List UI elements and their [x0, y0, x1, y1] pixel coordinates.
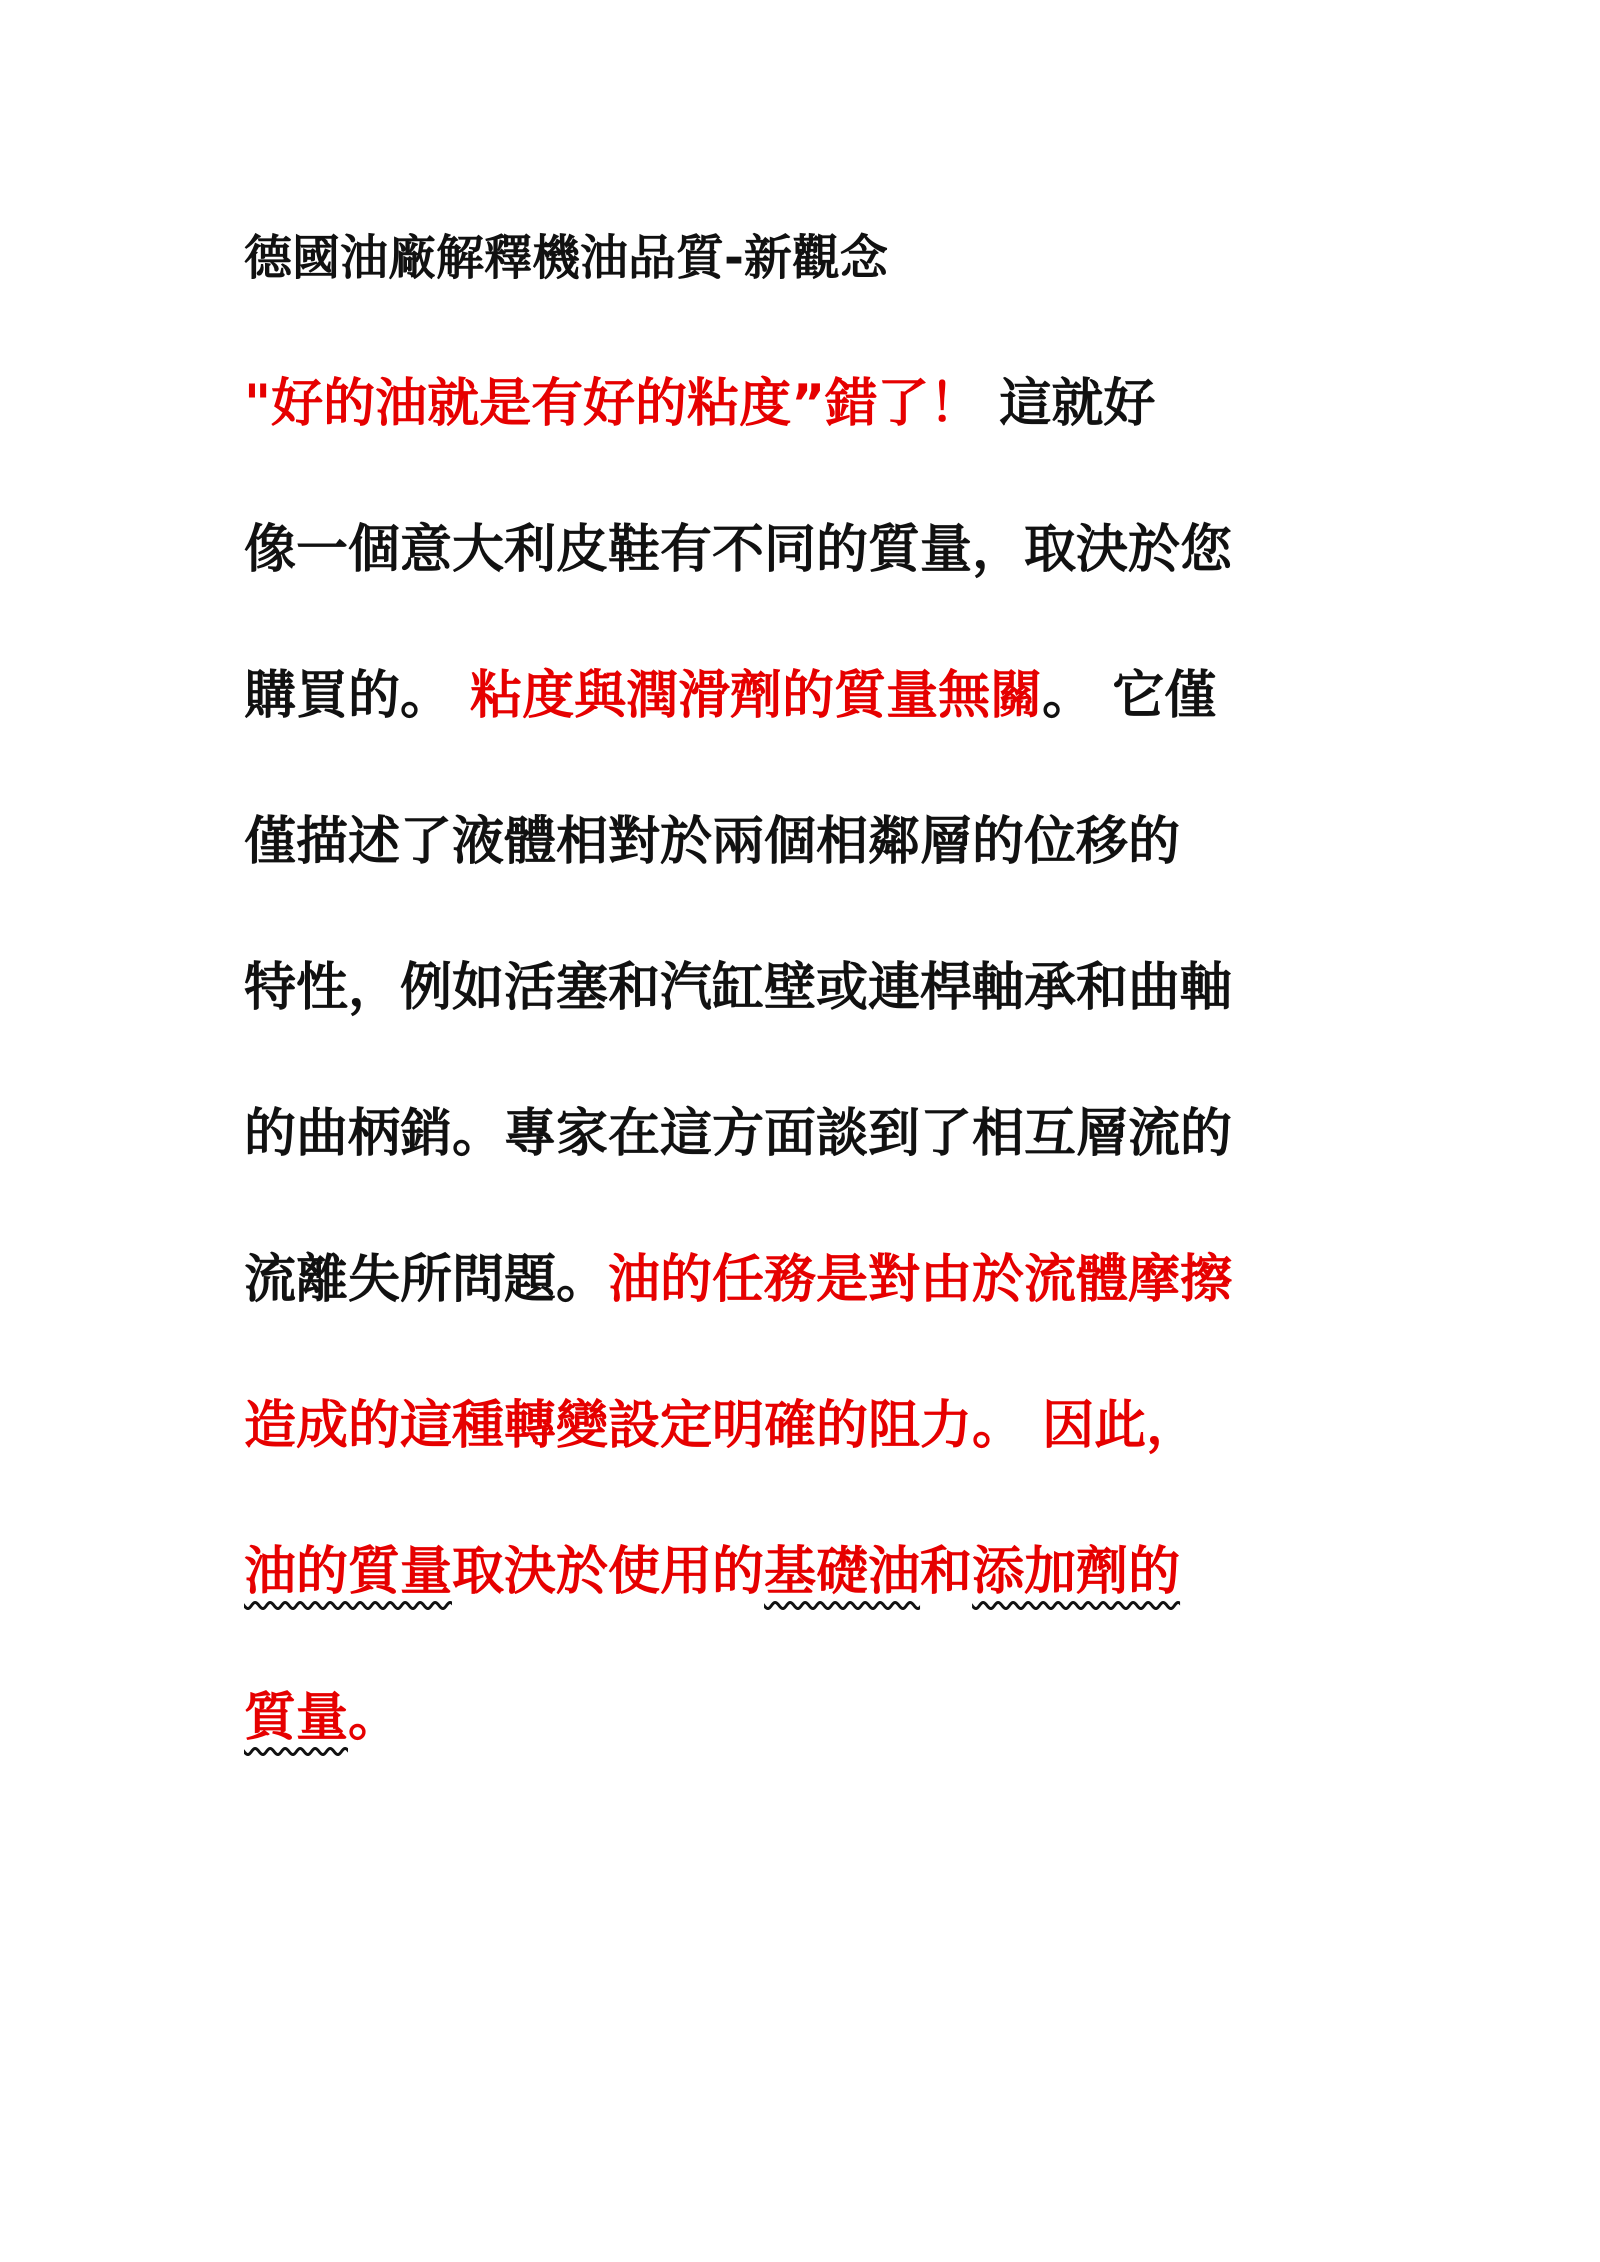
text-segment: 僅描述了液體相對於兩個相鄰層的位移的 [244, 812, 1181, 872]
text-segment: 。 它僅 [1042, 666, 1217, 726]
paragraph-line-10 [244, 1686, 400, 1750]
text-segment: 取決於使用的 [452, 1542, 765, 1602]
paragraph-line-2 [244, 518, 1232, 582]
text-segment: 造成的這種轉變設定明確的阻力。 因此， [244, 1396, 1199, 1456]
paragraph-line-6 [244, 1102, 1232, 1166]
text-segment: 特性，例如活塞和汽缸壁或連桿軸承和曲軸 [244, 958, 1233, 1018]
text-segment: 像一個意大利皮鞋有不同的質量，取決於您 [244, 520, 1233, 580]
underlined-text-segment: 油的質量 [244, 1542, 453, 1602]
text-segment: 油的任務是對由於流體摩擦 [608, 1250, 1233, 1310]
paragraph-line-1 [244, 372, 1155, 436]
text-segment: 流離失所問題。 [244, 1250, 609, 1310]
underlined-text-segment: 添加劑的 [972, 1542, 1181, 1602]
text-segment: 的曲柄銷。專家在這方面談到了相互層流的 [244, 1104, 1233, 1164]
paragraph-line-9 [244, 1540, 1180, 1604]
text-segment: 。 [348, 1688, 401, 1748]
text-segment: 購買的。 [244, 666, 471, 726]
paragraph-line-5 [244, 956, 1232, 1020]
paragraph-line-4 [244, 810, 1180, 874]
text-segment: "好的油就是有好的粘度”錯了！ [244, 374, 982, 434]
paragraph-line-7 [244, 1248, 1232, 1312]
underlined-text-segment: 基礎油 [764, 1542, 921, 1602]
text-segment: 和 [920, 1542, 973, 1602]
text-segment: 粘度與潤滑劑的質量無關 [470, 666, 1043, 726]
document-title: 德國油廠解釋機油品質-新觀念 [244, 230, 888, 286]
paragraph-line-8 [244, 1394, 1198, 1458]
text-segment: 這就好 [981, 374, 1156, 434]
paragraph-line-3 [244, 664, 1216, 728]
underlined-text-segment: 質量 [244, 1688, 349, 1748]
